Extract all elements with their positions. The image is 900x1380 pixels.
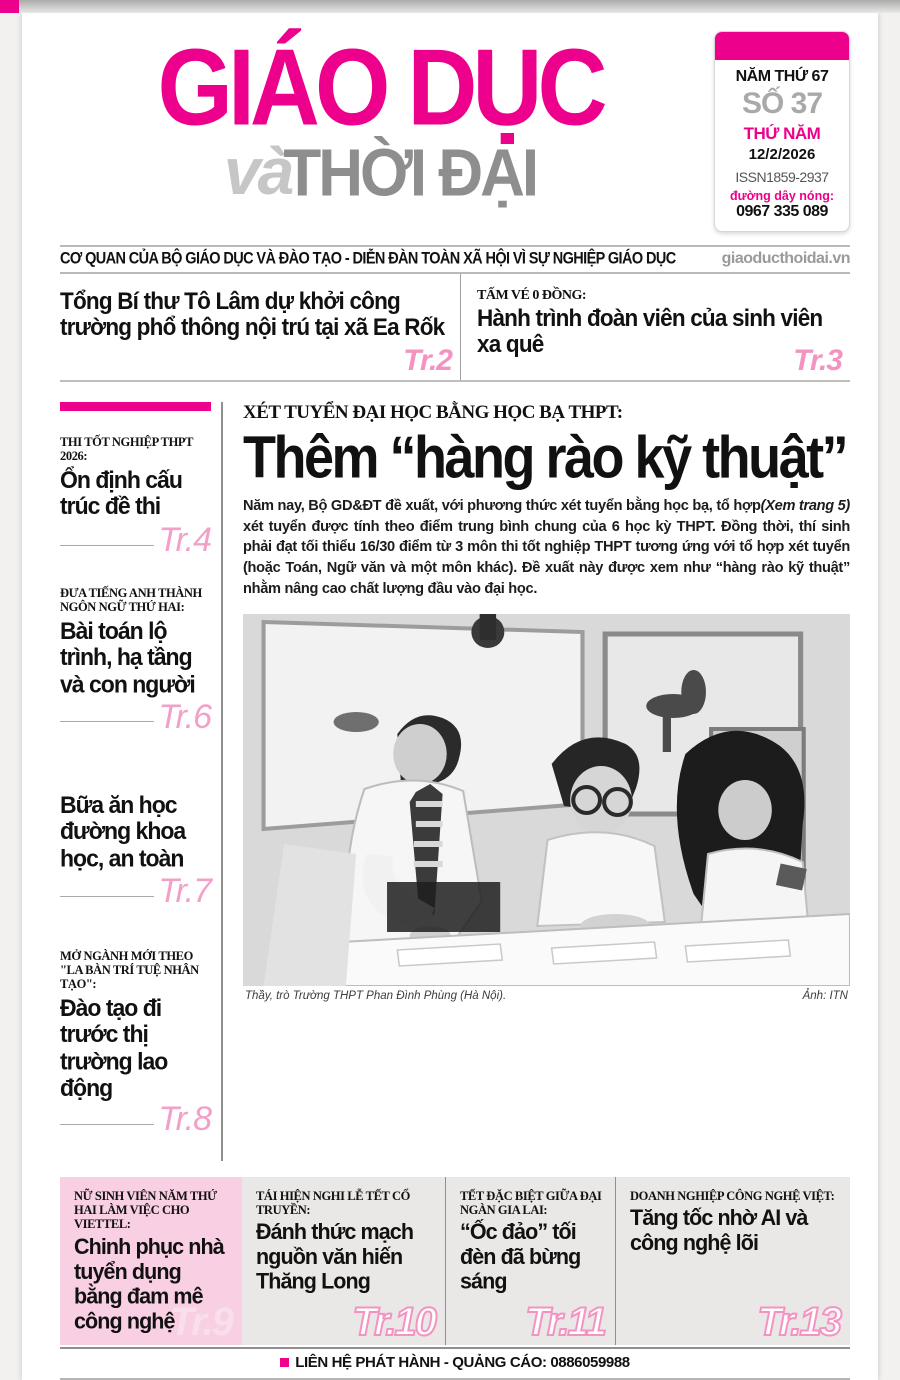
hotline-label: đường dây nóng: xyxy=(729,188,835,203)
sidebar-item-tr8 xyxy=(60,948,211,1138)
rule-line xyxy=(60,545,154,546)
teaser-title: Chinh phục nhà tuyển dụng bằng đam mê công nghệ xyxy=(74,1233,224,1334)
sidebar-page-number: Tr.7 xyxy=(158,872,211,911)
pink-corner-mark xyxy=(0,0,19,13)
lead-summary-text: Năm nay, Bộ GD&ĐT đề xuất, với phương thức xét tuyển bằng học bạ, tổ hợp xét tuyển được tính theo điểm trung bình chung của 6 học kỳ THPT. Đồng thời, thí sinh phải đạt tối thiểu 16/30 điểm từ 3 môn thi tốt nghiệp THPT tương ứng với tổ hợp xét tuyển (hoặc Toán, Ngữ văn và một môn khác). Đề xuất này được xem như “hàng rào kỹ thuật” nhằm nâng cao chất lượng đầu vào đại học. xyxy=(243,498,850,597)
sidebar-item-tr6 xyxy=(60,585,211,736)
issue-issn: ISSN1859-2937 xyxy=(735,168,829,185)
teaser-title: Hành trình đoàn viên của sinh viên xa quê xyxy=(477,305,823,358)
top-teasers-row xyxy=(60,274,850,382)
photo-caption-row xyxy=(243,986,850,1002)
teaser-kicker: TẤM VÉ 0 ĐỒNG: xyxy=(477,288,587,303)
pink-square-icon xyxy=(280,1358,289,1367)
teaser-page11 xyxy=(445,1177,615,1345)
sidebar-page-number: Tr.6 xyxy=(158,697,211,736)
teaser-page9 xyxy=(60,1177,242,1345)
rule-line xyxy=(60,896,154,897)
newspaper-front-page xyxy=(22,13,878,1380)
lead-story xyxy=(223,402,850,1161)
rule-line xyxy=(60,721,154,722)
rule-line xyxy=(60,1124,154,1125)
issue-weekday: THỨ NĂM xyxy=(743,123,821,143)
lead-kicker: XÉT TUYỂN ĐẠI HỌC BẰNG HỌC BẠ THPT: xyxy=(243,402,623,423)
bottom-teasers-row xyxy=(60,1177,850,1345)
newspaper-logo xyxy=(70,25,690,211)
logo-thoi-dai-line xyxy=(70,134,690,211)
logo-giao-duc: GIÁO DỤC xyxy=(157,25,603,148)
teaser-page10 xyxy=(242,1177,445,1345)
masthead xyxy=(60,27,850,239)
sidebar-kicker: ĐƯA TIẾNG ANH THÀNH NGÔN NGỮ THỨ HAI: xyxy=(60,585,202,615)
teaser-kicker: NỮ SINH VIÊN NĂM THỨ HAI LÀM VIỆC CHO VIETTEL: xyxy=(74,1188,217,1232)
issue-info-box xyxy=(714,31,850,232)
teaser-kicker: DOANH NGHIỆP CÔNG NGHỆ VIỆT: xyxy=(630,1188,835,1203)
sidebar-page-number: Tr.4 xyxy=(158,521,211,560)
photo-credit: Ảnh: ITN xyxy=(802,989,848,1002)
see-page-note: (Xem trang 5) xyxy=(760,498,850,514)
main-section xyxy=(60,402,850,1161)
teaser-page-number: Tr.11 xyxy=(525,1299,605,1344)
footer-contact-row xyxy=(60,1347,850,1380)
teaser-title: “Ốc đảo” tối đèn đã bừng sáng xyxy=(460,1219,581,1295)
issue-box-pink-bar xyxy=(715,32,849,60)
lead-summary xyxy=(243,496,850,600)
teaser-title: Tổng Bí thư Tô Lâm dự khởi công trường phổ thông nội trú tại xã Ea Rốk xyxy=(60,288,445,341)
teaser-page2 xyxy=(60,274,460,380)
website-url: giaoducthoidai.vn xyxy=(721,250,850,267)
issue-date: 12/2/2026 xyxy=(748,145,816,163)
sidebar-item-tr4 xyxy=(60,435,211,560)
teaser-page13 xyxy=(615,1177,850,1345)
tagline-row xyxy=(60,245,850,274)
hotline-number: 0967 335 089 xyxy=(736,202,828,220)
teaser-page-number: Tr.9 xyxy=(169,1299,232,1344)
sidebar-title: Bữa ăn học đường khoa học, an toàn xyxy=(60,791,186,872)
issue-year: NĂM THỨ 67 xyxy=(735,68,829,85)
teaser-title: Tăng tốc nhờ AI và công nghệ lõi xyxy=(630,1204,808,1255)
issue-number: SỐ 37 xyxy=(741,87,823,120)
sidebar-item-tr7 xyxy=(60,791,211,911)
teaser-title: Đánh thức mạch nguồn văn hiến Thăng Long xyxy=(256,1219,414,1295)
sidebar-kicker: MỞ NGÀNH MỚI THEO "LA BÀN TRÍ TUỆ NHÂN TẠO": xyxy=(60,948,199,992)
sidebar-kicker: THI TỐT NGHIỆP THPT 2026: xyxy=(60,435,193,464)
lead-photo xyxy=(243,614,850,986)
scan-top-edge xyxy=(0,0,900,13)
teaser-page3 xyxy=(460,274,850,380)
footer-contact-text: LIÊN HỆ PHÁT HÀNH - QUẢNG CÁO: 0886059988 xyxy=(295,1353,630,1371)
logo-thoi-dai: THỜI ĐẠI xyxy=(283,136,537,211)
lead-headline: Thêm “hàng rào kỹ thuật” xyxy=(243,424,847,491)
left-sidebar xyxy=(60,402,223,1161)
logo-va: và xyxy=(223,134,292,209)
teaser-kicker: TẾT ĐẶC BIỆT GIỮA ĐẠI NGÀN GIA LAI: xyxy=(460,1188,602,1217)
sidebar-pink-bar xyxy=(60,402,211,411)
sidebar-title: Bài toán lộ trình, hạ tầng và con người xyxy=(60,616,195,698)
teaser-page-number: Tr.10 xyxy=(352,1299,435,1344)
sidebar-title: Ổn định cấu trúc đề thi xyxy=(60,465,182,520)
sidebar-title: Đào tạo đi trước thị trường lao động xyxy=(60,993,168,1101)
teaser-page-number: Tr.3 xyxy=(793,344,842,377)
teaser-page-number: Tr.13 xyxy=(757,1299,840,1344)
photo-caption: Thầy, trò Trường THPT Phan Đình Phùng (Hà Nội). xyxy=(245,989,507,1002)
sidebar-page-number: Tr.8 xyxy=(158,1099,211,1138)
teaser-kicker: TÁI HIỆN NGHI LỄ TẾT CỔ TRUYỀN: xyxy=(256,1188,410,1217)
newspaper-tagline: CƠ QUAN CỦA BỘ GIÁO DỤC VÀ ĐÀO TẠO - DIỄN ĐÀN TOÀN XÃ HỘI VÌ SỰ NGHIỆP GIÁO DỤC xyxy=(60,249,676,269)
teaser-page-number: Tr.2 xyxy=(403,344,452,377)
